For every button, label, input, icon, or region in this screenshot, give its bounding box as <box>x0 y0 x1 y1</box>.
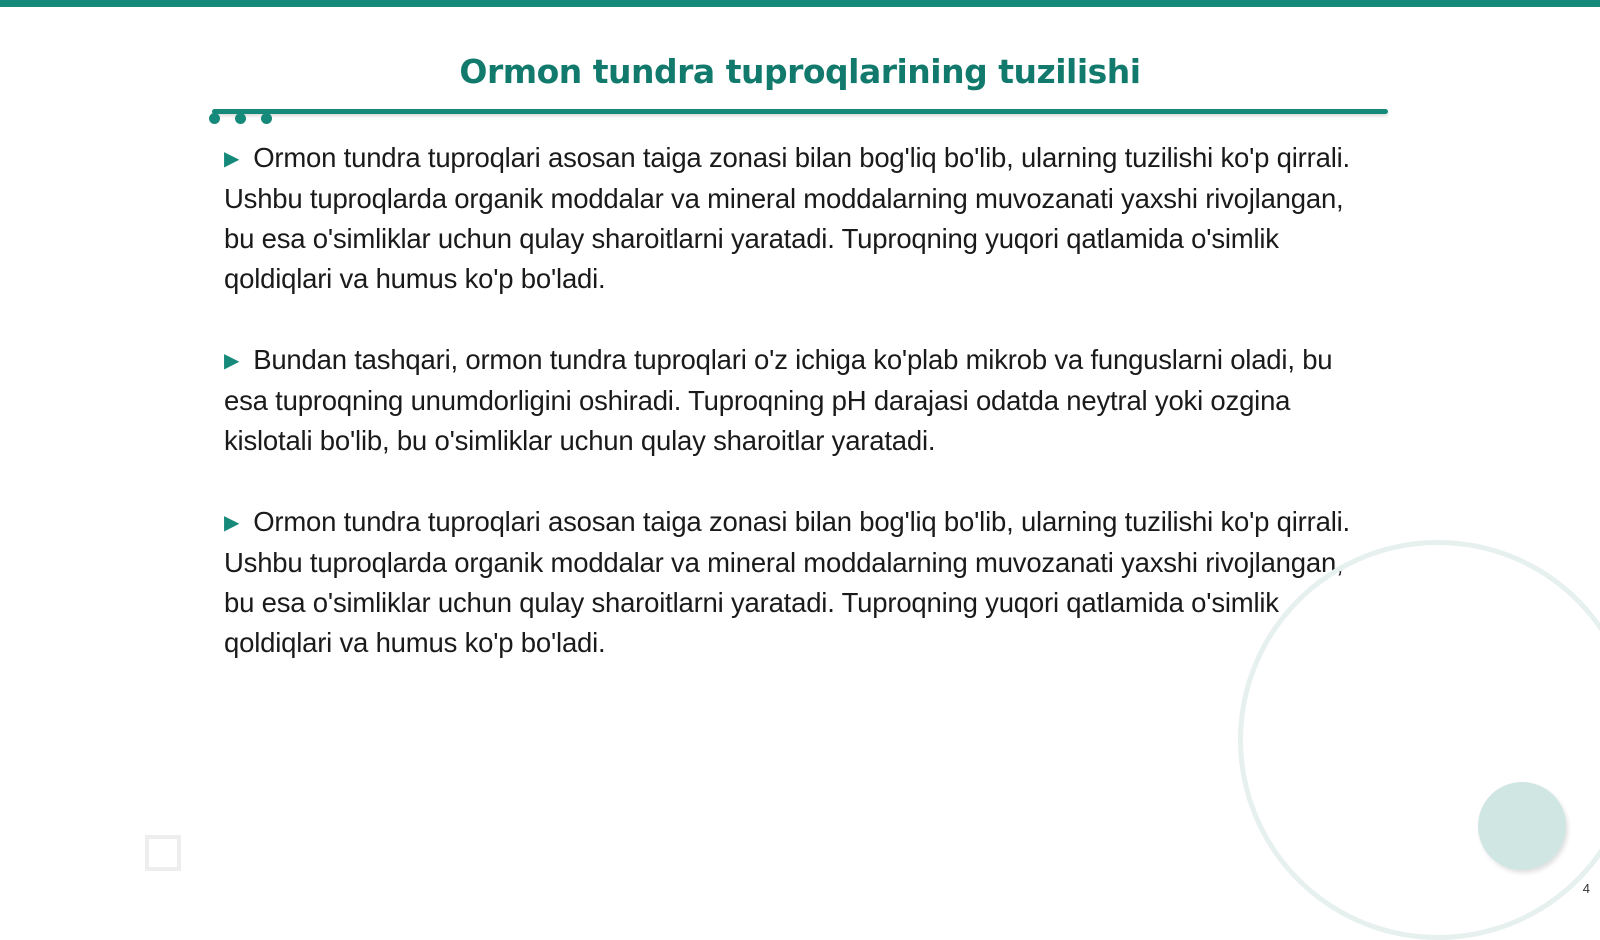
decorative-dot <box>209 113 220 124</box>
bullet-triangle-icon: ▶ <box>224 148 240 170</box>
decorative-dot <box>261 113 272 124</box>
top-accent-bar <box>0 0 1600 7</box>
paragraph-text: Bundan tashqari, ormon tundra tuproqlari o'z ichiga ko'plab mikrob va funguslarni oladi, bu esa tuproqning unumdorligini oshiradi. Tuproqning pH darajasi odatda neytral yoki ozgina kislotali bo'lib, bu o'simliklar uchun qulay sharoitlar yaratadi. <box>224 344 1333 456</box>
bullet-paragraph <box>224 340 1374 461</box>
bullet-triangle-icon: ▶ <box>224 512 240 534</box>
bullet-triangle-icon: ▶ <box>224 350 240 372</box>
decorative-dot <box>235 113 246 124</box>
decorative-square <box>145 835 181 871</box>
paragraph-text: Ormon tundra tuproqlari asosan taiga zonasi bilan bog'liq bo'lib, ularning tuzilishi ko'p qirrali. Ushbu tuproqlarda organik moddalar va mineral moddalarning muvozanati yaxshi rivojlangan, bu esa o'simliklar uchun qulay sharoitlarni yaratadi. Tuproqning yuqori qatlamida o'simlik qoldiqlari va humus ko'p bo'ladi. <box>224 506 1350 658</box>
page-number: 4 <box>1582 881 1590 896</box>
decorative-circle <box>1478 782 1566 870</box>
bullet-paragraph <box>224 138 1374 299</box>
bullet-paragraph <box>224 502 1374 663</box>
slide-body <box>224 138 1374 704</box>
paragraph-text: Ormon tundra tuproqlari asosan taiga zonasi bilan bog'liq bo'lib, ularning tuzilishi ko'p qirrali. Ushbu tuproqlarda organik moddalar va mineral moddalarning muvozanati yaxshi rivojlangan, bu esa o'simliklar uchun qulay sharoitlarni yaratadi. Tuproqning yuqori qatlamida o'simlik qoldiqlari va humus ko'p bo'ladi. <box>224 142 1350 294</box>
slide-title: Ormon tundra tuproqlarining tuzilishi <box>459 52 1141 91</box>
title-underline <box>212 109 1388 114</box>
